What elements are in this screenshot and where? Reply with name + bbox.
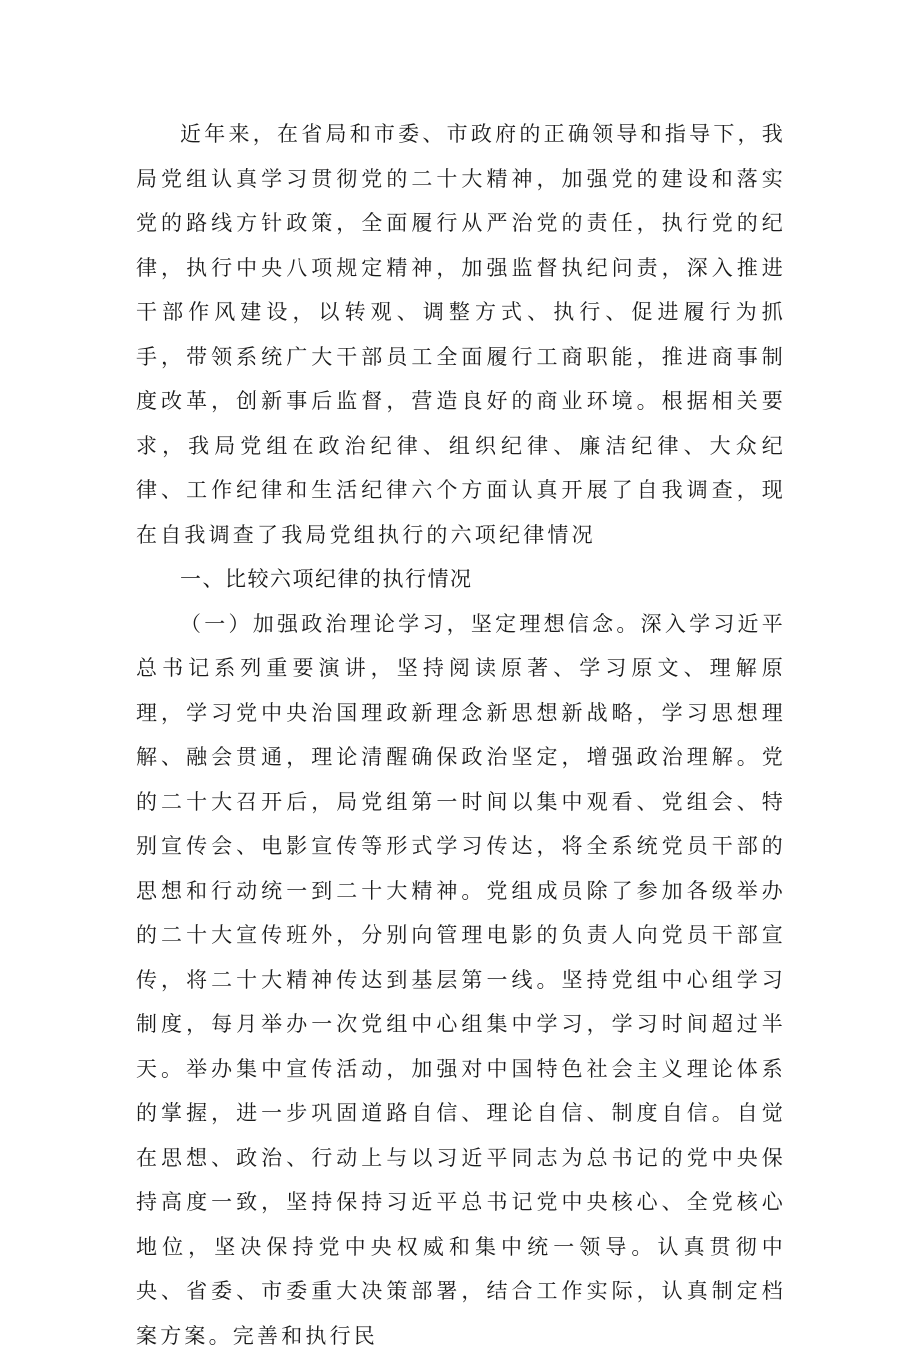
intro-paragraph: 近年来，在省局和市委、市政府的正确领导和指导下，我局党组认真学习贯彻党的二十大精神，加强党的建设和落实党的路线方针政策，全面履行从严治党的责任，执行党的纪律，执行中央八项规定精神，加强监督执纪问责，深入推进干部作风建设，以转观、调整方式、执行、促进履行为抓手，带领系统广大干部员工全面履行工商职能，推进商事制度改革，创新事后监督，营造良好的商业环境。根据相关要求，我局党组在政治纪律、组织纪律、廉洁纪律、大众纪律、工作纪律和生活纪律六个方面认真开展了自我调查，现在自我调查了我局党组执行的六项纪律情况	[136, 112, 786, 557]
document-body	[136, 112, 786, 1358]
section-paragraph: （一）加强政治理论学习，坚定理想信念。深入学习近平总书记系列重要演讲，坚持阅读原著、学习原文、理解原理，学习党中央治国理政新理念新思想新战略，学习思想理解、融会贯通，理论清醒确保政治坚定，增强政治理解。党的二十大召开后，局党组第一时间以集中观看、党组会、特别宣传会、电影宣传等形式学习传达，将全系统党员干部的思想和行动统一到二十大精神。党组成员除了参加各级举办的二十大宣传班外，分别向管理电影的负责人向党员干部宣传，将二十大精神传达到基层第一线。坚持党组中心组学习制度，每月举办一次党组中心组集中学习，学习时间超过半天。举办集中宣传活动，加强对中国特色社会主义理论体系的掌握，进一步巩固道路自信、理论自信、制度自信。自觉在思想、政治、行动上与以习近平同志为总书记的党中央保持高度一致，坚持保持习近平总书记党中央核心、全党核心地位，坚决保持党中央权威和集中统一领导。认真贯彻中央、省委、市委重大决策部署，结合工作实际，认真制定档案方案。完善和执行民	[136, 602, 786, 1358]
section-heading: 一、比较六项纪律的执行情况	[136, 557, 786, 602]
